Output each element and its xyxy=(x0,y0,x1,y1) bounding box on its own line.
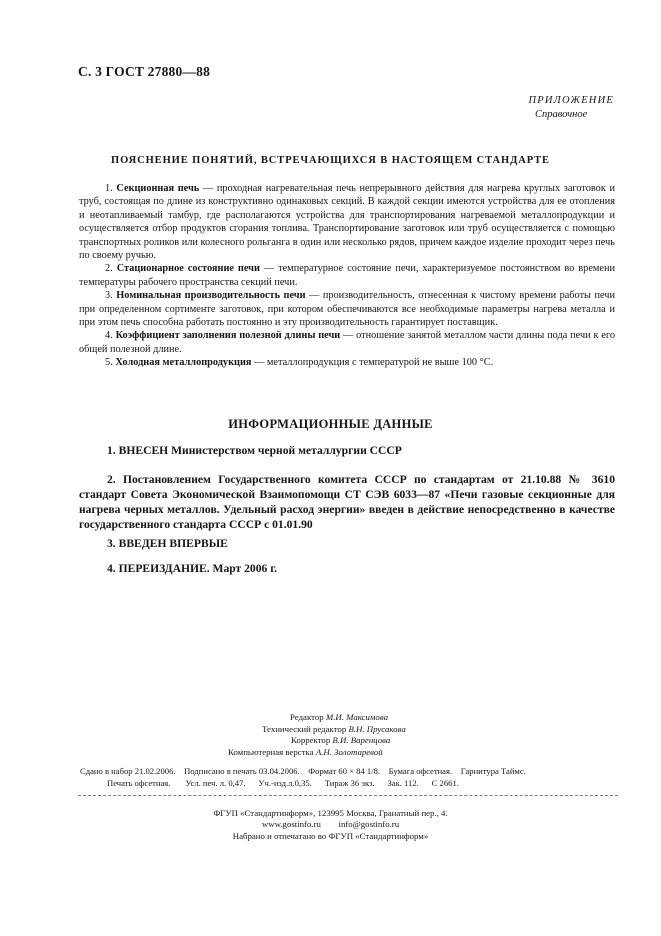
definition-term: Секционная печь xyxy=(116,183,200,194)
printing-details xyxy=(80,766,620,790)
definition-number: 1. xyxy=(105,183,113,194)
printing-field: Тираж 36 экз. xyxy=(324,777,375,788)
info-item-text: 3. ВВЕДЕН ВПЕРВЫЕ xyxy=(107,537,228,550)
appendix-sublabel: Справочное xyxy=(535,109,588,120)
definition-text: — металлопродукция с температурой не выше 100 °С. xyxy=(251,357,494,369)
printing-field: С 2661. xyxy=(431,777,459,788)
definition-term: Коэффициент заполнения полезной длины печи xyxy=(115,330,341,342)
staff-name: М.И. Максимова xyxy=(325,712,388,722)
definitions-title: ПОЯСНЕНИЕ ПОНЯТИЙ, ВСТРЕЧАЮЩИХСЯ В НАСТОЯЩЕМ СТАНДАРТЕ xyxy=(111,155,550,166)
info-item xyxy=(79,443,615,458)
definition-item xyxy=(79,182,615,262)
staff-line xyxy=(228,724,406,736)
info-item xyxy=(79,472,615,532)
printing-field: Бумага офсетная. xyxy=(388,766,453,776)
info-item-text: 2. Постановлением Государственного комитета СССР по стандартам от 21.10.88 № 3610 стандарт Совета Экономической Взаимопомощи СТ СЭВ 6033—87 «Печи газовые секционные для нагрева черных металлов. Удельный расход энергии» введен в действие непосредственно в качестве государственного стандарта СССР с 01.01.90 xyxy=(79,473,615,531)
appendix-label: ПРИЛОЖЕНИЕ xyxy=(528,95,614,106)
printing-field: Зак. 112. xyxy=(387,777,419,788)
staff-role: Редактор xyxy=(290,712,324,722)
publisher-printed-by: Набрано и отпечатано во ФГУП «Стандартинформ» xyxy=(232,830,429,841)
printing-field: Подписано в печать 03.04.2006. xyxy=(184,766,300,776)
staff-line xyxy=(228,712,406,724)
definition-text: — проходная нагревательная печь непрерывного действия для нагрева круглых заготовок и труб, состоящая по длине из конструктивно одинаковых секций. В каждой секции имеются устройства для ее отопления и неотапливаемый тамбур, где располагаются устройства для транспортирования нагреваемой металлопродукции и осуществляется отбор продуктов сгорания топлива. Транспортирование заготовок или труб осуществляется с помощью транспортных роликов или колесного рольганга в один или несколько рядов, причем каждое изделие проходит через печь по своему ручью. xyxy=(79,183,615,262)
staff-line xyxy=(228,747,406,759)
printing-field: Сдано в набор 21.02.2006. xyxy=(80,766,176,776)
definition-item xyxy=(79,356,615,369)
definition-text: — отношение занятой металлом части длины пода печи к его общей полезной длине. xyxy=(79,330,615,355)
definition-item xyxy=(79,262,615,289)
info-title: ИНФОРМАЦИОННЫЕ ДАННЫЕ xyxy=(228,417,433,431)
staff-role: Корректор xyxy=(291,735,331,746)
staff-name: В.Н. Прусакова xyxy=(348,723,406,734)
definition-number: 3. xyxy=(105,290,113,302)
definition-item xyxy=(79,329,615,356)
definition-term: Стационарное состояние печи xyxy=(116,263,260,275)
staff-role: Технический редактор xyxy=(262,723,347,734)
definition-term: Номинальная производительность печи xyxy=(116,290,306,302)
printing-field: Уч.-изд.л.0,35. xyxy=(258,777,312,788)
info-item xyxy=(79,561,615,576)
definition-term: Холодная металлопродукция xyxy=(115,357,252,369)
definition-number: 5. xyxy=(105,357,113,369)
staff-credits xyxy=(228,712,406,758)
printing-line xyxy=(80,766,620,778)
publisher-address: ФГУП «Стандартинформ», 123995 Москва, Гранатный пер., 4. xyxy=(213,808,448,818)
definitions-list xyxy=(79,182,615,370)
staff-name: А.Н. Золотаревой xyxy=(315,746,383,757)
staff-name: В.И. Варенцова xyxy=(332,735,391,746)
publisher-contacts: www.gostinfo.ru info@gostinfo.ru xyxy=(261,819,400,830)
info-item-text: 4. ПЕРЕИЗДАНИЕ. Март 2006 г. xyxy=(107,562,278,575)
divider-line xyxy=(78,795,618,796)
staff-role: Компьютерная верстка xyxy=(228,746,314,757)
definition-item xyxy=(79,289,615,329)
printing-field: Гарнитура Таймс. xyxy=(460,766,526,776)
publisher-info xyxy=(0,808,661,842)
printing-field: Печать офсетная. xyxy=(107,777,171,788)
info-item-text: 1. ВНЕСЕН Министерством черной металлургии СССР xyxy=(107,444,402,457)
printing-field: Усл. печ. л. 0,47. xyxy=(185,777,246,788)
definition-number: 4. xyxy=(105,330,113,342)
page-header: С. 3 ГОСТ 27880—88 xyxy=(78,64,211,79)
printing-field: Формат 60 × 84 1/8. xyxy=(308,766,381,776)
definition-text: — производительность, отнесенная к чистому времени работы печи при определенном сортименте заготовок, при котором обеспечиваются все необходимые параметры нагрева металла и при этом печь способна работать постоянно и эту производительность гарантирует поставщик. xyxy=(79,290,615,329)
info-item xyxy=(79,536,615,551)
definition-text: — температурное состояние печи, характеризуемое постоянством во времени температуры рабочего пространства секций печи. xyxy=(79,263,615,288)
printing-line xyxy=(80,778,620,790)
definition-number: 2. xyxy=(105,263,113,275)
staff-line xyxy=(228,735,406,747)
